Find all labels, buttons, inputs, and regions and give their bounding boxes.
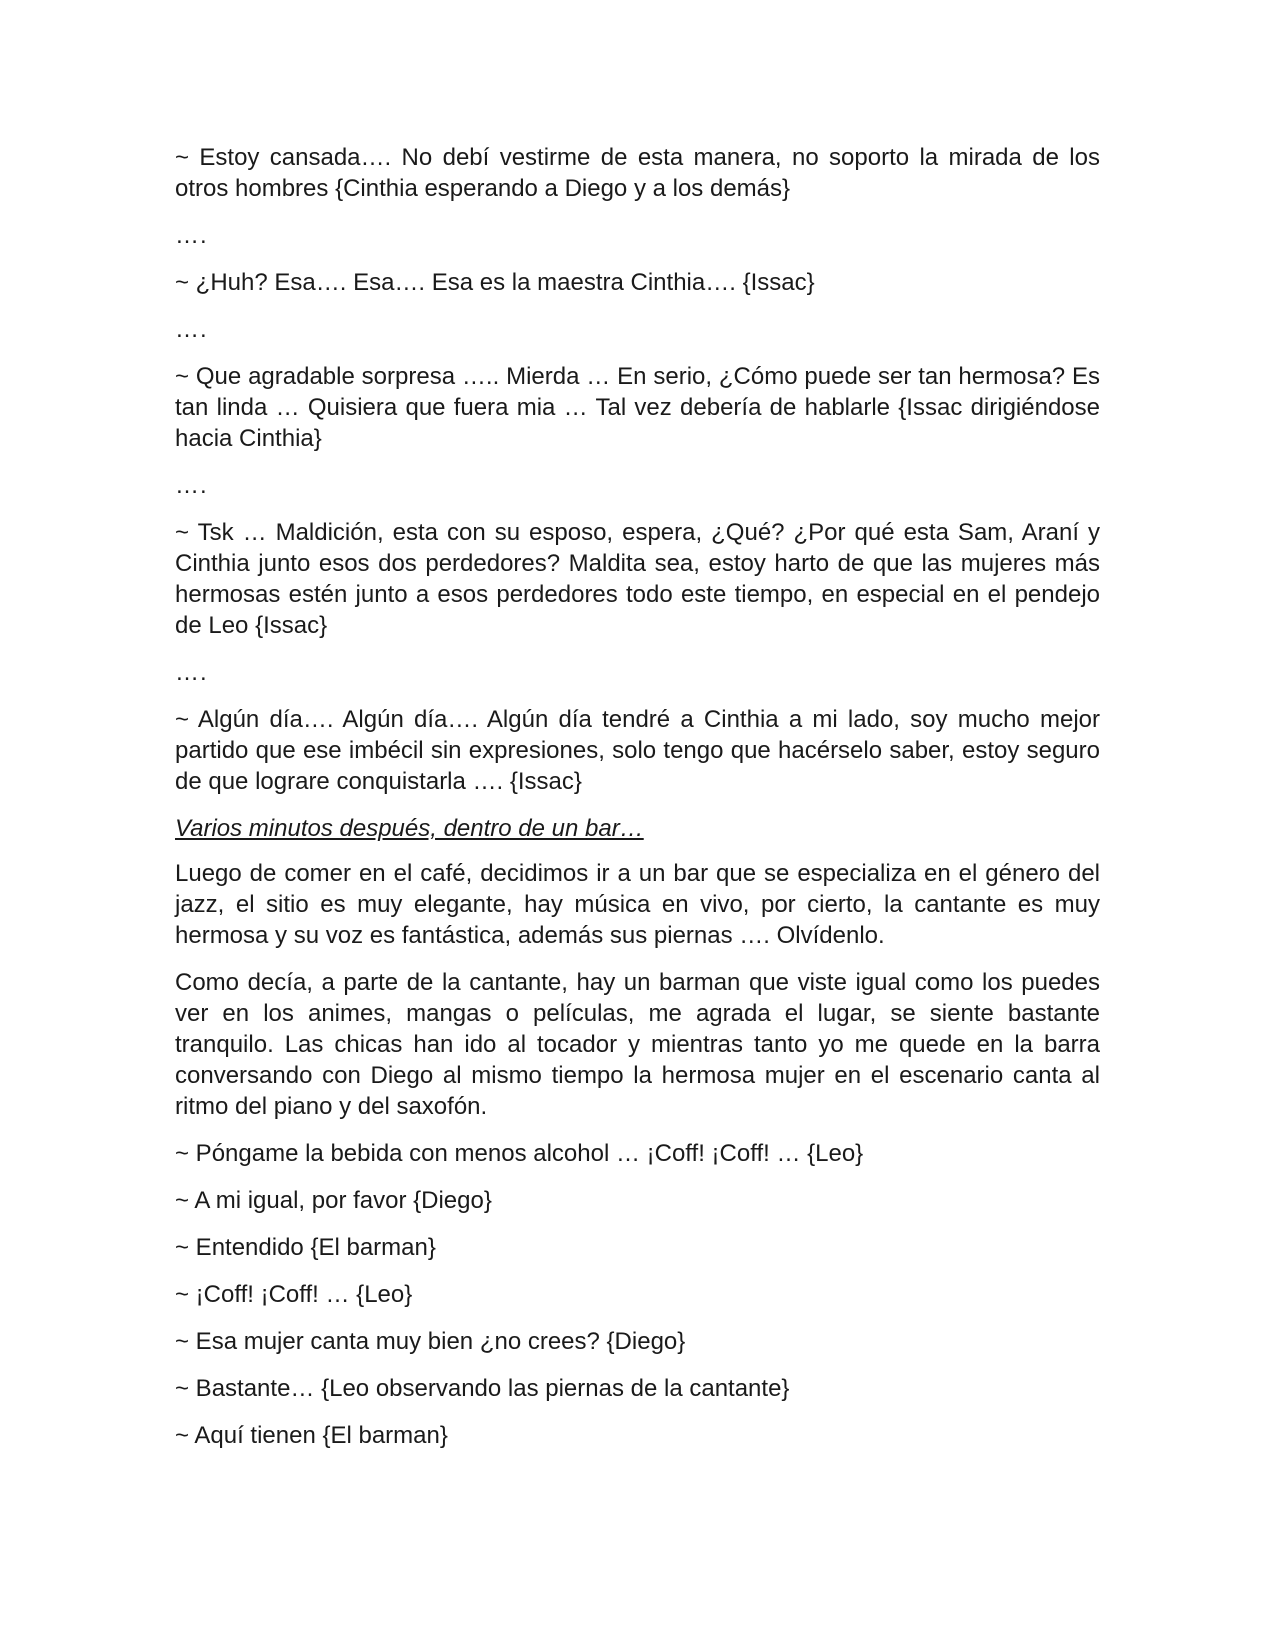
ellipsis-separator: …. bbox=[175, 222, 208, 249]
ellipsis-separator: …. bbox=[175, 472, 208, 499]
ellipsis-separator: …. bbox=[175, 659, 208, 686]
ellipsis-separator: …. bbox=[175, 316, 208, 343]
dialogue-line: ~ Aquí tienen {El barman} bbox=[175, 1422, 448, 1449]
dialogue-line: ~ Que agradable sorpresa ….. Mierda … En serio, ¿Cómo puede ser tan hermosa? Es tan linda … Quisiera que fuera mia … Tal vez debería de hablarle {Issac dirigiéndose hacia Cinthia} bbox=[175, 363, 1100, 452]
narration-paragraph: Como decía, a parte de la cantante, hay un barman que viste igual como los puedes ver en los animes, mangas o películas, me agrada el lugar, se siente bastante tranquilo. Las chicas han ido al tocador y mientras tanto yo me quede en la barra conversando con Diego al mismo tiempo la hermosa mujer en el escenario canta al ritmo del piano y del saxofón. bbox=[175, 969, 1100, 1120]
dialogue-line: ~ ¡Coff! ¡Coff! … {Leo} bbox=[175, 1281, 413, 1308]
narration-paragraph: Luego de comer en el café, decidimos ir a un bar que se especializa en el género del jazz, el sitio es muy elegante, hay música en vivo, por cierto, la cantante es muy hermosa y su voz es fantástica, además sus piernas …. Olvídenlo. bbox=[175, 860, 1100, 949]
dialogue-line: ~ Entendido {El barman} bbox=[175, 1234, 436, 1261]
dialogue-line: ~ Bastante… {Leo observando las piernas de la cantante} bbox=[175, 1375, 790, 1402]
dialogue-line: ~ Póngame la bebida con menos alcohol … ¡Coff! ¡Coff! … {Leo} bbox=[175, 1140, 864, 1167]
dialogue-line: ~ Esa mujer canta muy bien ¿no crees? {Diego} bbox=[175, 1328, 686, 1355]
dialogue-line: ~ Algún día…. Algún día…. Algún día tendré a Cinthia a mi lado, soy mucho mejor partido que ese imbécil sin expresiones, solo tengo que hacérselo saber, estoy seguro de que lograre conquistarla …. {Issac} bbox=[175, 706, 1100, 795]
dialogue-line: ~ Estoy cansada…. No debí vestirme de esta manera, no soporto la mirada de los otros hombres {Cinthia esperando a Diego y a los demás} bbox=[175, 144, 1100, 202]
dialogue-line: ~ A mi igual, por favor {Diego} bbox=[175, 1187, 492, 1214]
scene-heading: Varios minutos después, dentro de un bar… bbox=[175, 815, 644, 842]
document-page bbox=[175, 142, 1100, 1467]
dialogue-line: ~ Tsk … Maldición, esta con su esposo, espera, ¿Qué? ¿Por qué esta Sam, Araní y Cinthia junto esos dos perdedores? Maldita sea, estoy harto de que las mujeres más hermosas estén junto a esos perdedores todo este tiempo, en especial en el pendejo de Leo {Issac} bbox=[175, 519, 1100, 639]
dialogue-line: ~ ¿Huh? Esa…. Esa…. Esa es la maestra Cinthia…. {Issac} bbox=[175, 269, 815, 296]
